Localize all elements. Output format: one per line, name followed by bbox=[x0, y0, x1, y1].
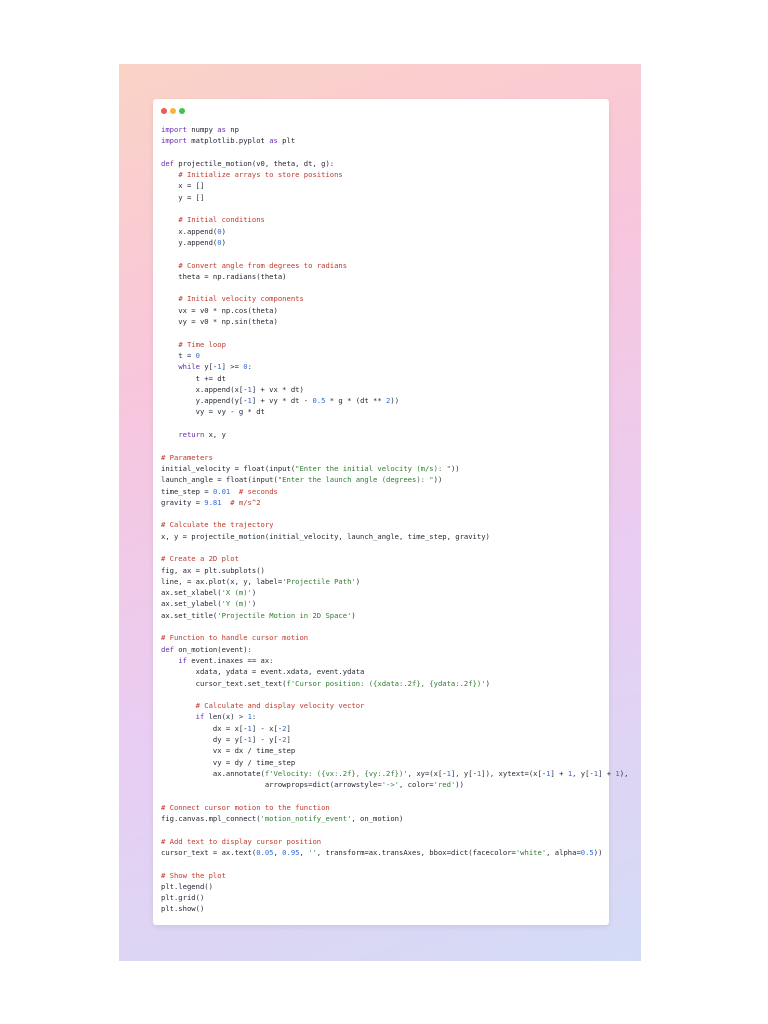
code-line: if len(x) > 1: bbox=[195, 712, 257, 722]
maximize-dot-icon[interactable] bbox=[179, 108, 185, 114]
code-line: ax.set_ylabel('Y (m)') bbox=[161, 599, 257, 609]
code-line: gravity = 9.81 # m/s^2 bbox=[161, 497, 261, 507]
code-line: vx = dx / time_step bbox=[161, 746, 296, 756]
code-line bbox=[161, 248, 601, 259]
code-line: # Initial conditions bbox=[178, 215, 265, 225]
code-line: cursor_text.set_text(f'Cursor position: ({xdata:.2f}, {ydata:.2f})') bbox=[161, 678, 490, 688]
code-line: # Add text to display cursor position bbox=[161, 836, 322, 846]
code-line: y = [] bbox=[161, 192, 205, 202]
code-line: ax.annotate(f'Velocity: ({vx:.2f}, {vy:.2f})', xy=(x[-1], y[-1]), xytext=(x[-1] + 1, y[-1] + 1 bbox=[161, 768, 620, 778]
code-line bbox=[161, 791, 601, 802]
code-line bbox=[161, 824, 601, 835]
code-line: if event.inaxes == ax: bbox=[178, 655, 274, 665]
code-line: # Calculate the trajectory bbox=[161, 520, 274, 530]
window-controls bbox=[161, 108, 185, 114]
code-line: cursor_text = ax.text(0.05, 0.95, '', transform=ax.transAxes, bbox=dict(facecolor='white', alpha=0.5)) bbox=[161, 848, 603, 857]
code-line: # Show the plot bbox=[161, 870, 226, 880]
code-line: while y[-1] >= 0: bbox=[178, 362, 252, 372]
code-block bbox=[161, 124, 620, 915]
code-line: # Time loop bbox=[178, 339, 226, 349]
code-line: x.append(x[-1] + vx * dt) bbox=[161, 384, 304, 394]
code-line: initial_velocity = float(input("Enter the initial velocity (m/s): ")) bbox=[161, 463, 460, 473]
code-line bbox=[161, 858, 601, 869]
code-line: vx = v0 * np.cos(theta) bbox=[161, 305, 278, 315]
code-line bbox=[161, 327, 601, 338]
code-line: plt.show() bbox=[161, 904, 205, 914]
code-line: x.append(0) bbox=[161, 226, 226, 236]
code-line: y.append(y[-1] + vy * dt - 0.5 * g * (dt ** 2)) bbox=[161, 396, 400, 406]
close-dot-icon[interactable] bbox=[161, 108, 167, 114]
code-line: theta = np.radians(theta) bbox=[161, 271, 287, 281]
code-line: xdata, ydata = event.xdata, event.ydata bbox=[161, 667, 365, 677]
code-line: t = 0 bbox=[161, 350, 200, 360]
code-line: t += dt bbox=[161, 373, 226, 383]
code-line: plt.legend() bbox=[161, 881, 213, 891]
code-line: time_step = 0.01 # seconds bbox=[161, 486, 278, 496]
code-line: # Function to handle cursor motion bbox=[161, 633, 309, 643]
code-line bbox=[161, 418, 601, 429]
code-line bbox=[161, 508, 601, 519]
code-line: # Initialize arrays to store positions bbox=[178, 170, 343, 180]
code-line: ax.set_title('Projectile Motion in 2D Space') bbox=[161, 610, 356, 620]
code-line: line, = ax.plot(x, y, label='Projectile Path') bbox=[161, 576, 361, 586]
code-line: import numpy as np bbox=[161, 125, 239, 134]
code-line: dy = y[-1] - y[-2] bbox=[161, 735, 291, 745]
minimize-dot-icon[interactable] bbox=[170, 108, 176, 114]
code-line: import matplotlib.pyplot as plt bbox=[161, 136, 296, 146]
code-line: arrowprops=dict(arrowstyle='->', color='red')) bbox=[161, 780, 464, 790]
code-line: launch_angle = float(input("Enter the launch angle (degrees): ")) bbox=[161, 475, 443, 485]
code-line: # Create a 2D plot bbox=[161, 554, 239, 564]
code-line: # Connect cursor motion to the function bbox=[161, 802, 330, 812]
code-line bbox=[161, 203, 601, 214]
code-line: # Initial velocity components bbox=[178, 294, 304, 304]
code-line: def projectile_motion(v0, theta, dt, g): bbox=[161, 158, 335, 168]
code-line bbox=[161, 440, 601, 451]
code-window bbox=[153, 99, 620, 925]
code-line: x, y = projectile_motion(initial_velocity, launch_angle, time_step, gravity) bbox=[161, 531, 490, 541]
code-line: # Calculate and display velocity vector bbox=[195, 701, 365, 711]
code-line: y.append(0) bbox=[161, 237, 226, 247]
code-line: fig.canvas.mpl_connect('motion_notify_event', on_motion) bbox=[161, 814, 404, 824]
code-line bbox=[161, 147, 601, 158]
code-line: ax.set_xlabel('X (m)') bbox=[161, 588, 257, 598]
code-line: # Parameters bbox=[161, 452, 213, 462]
code-line: dx = x[-1] - x[-2] bbox=[161, 723, 291, 733]
code-line: vy = vy - g * dt bbox=[161, 407, 265, 417]
code-line: vy = v0 * np.sin(theta) bbox=[161, 317, 278, 327]
code-line: fig, ax = plt.subplots() bbox=[161, 565, 265, 575]
code-line: vy = dy / time_step bbox=[161, 757, 296, 767]
code-line: plt.grid() bbox=[161, 893, 205, 903]
code-line: def on_motion(event): bbox=[161, 644, 252, 654]
code-line bbox=[161, 542, 601, 553]
code-line: return x, y bbox=[178, 430, 226, 440]
code-line: x = [] bbox=[161, 181, 205, 191]
code-line bbox=[161, 621, 601, 632]
code-line bbox=[161, 689, 601, 700]
code-line bbox=[161, 282, 601, 293]
code-line: # Convert angle from degrees to radians bbox=[178, 260, 348, 270]
